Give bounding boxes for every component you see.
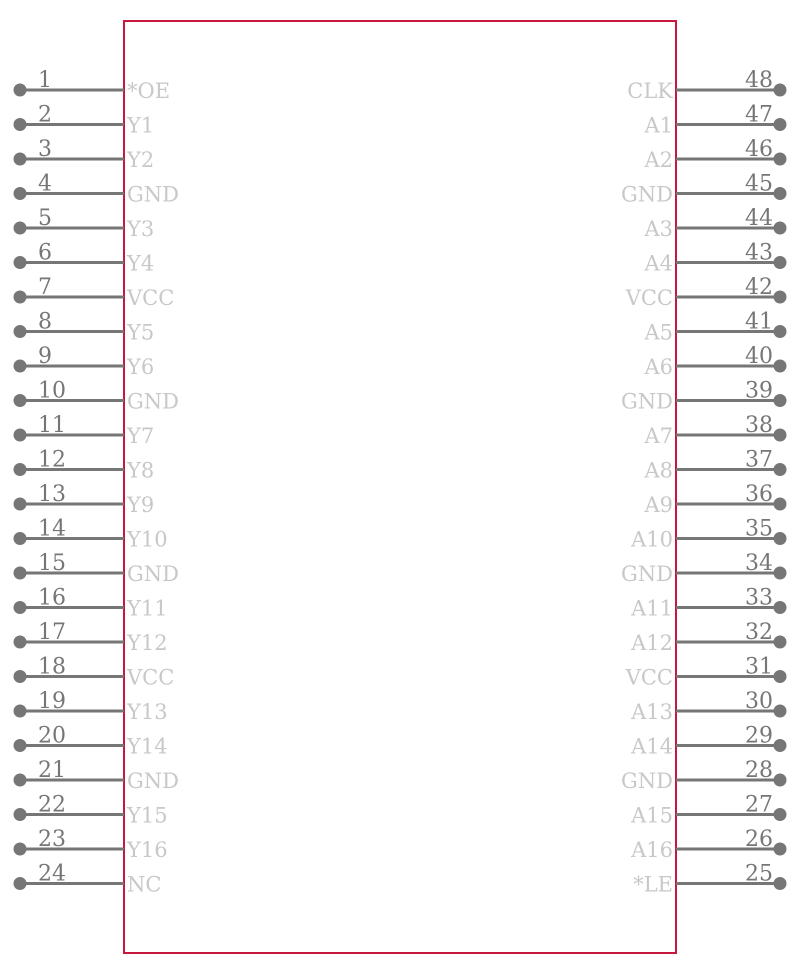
pin-number: 11 (38, 413, 66, 438)
pin-number: 40 (745, 344, 773, 369)
right-pin (625, 275, 787, 310)
right-pin (643, 448, 786, 483)
pin-number: 39 (745, 378, 773, 404)
pin-name-label: Y5 (127, 320, 155, 345)
pin-number: 18 (38, 654, 66, 680)
pin-endpoint-dot (774, 394, 787, 407)
pin-endpoint-dot (14, 394, 27, 407)
pin-endpoint-dot (14, 291, 27, 304)
pin-endpoint-dot (774, 463, 787, 476)
pin-name-label: GND (127, 389, 179, 414)
left-pin (14, 551, 180, 586)
pin-name-label: *LE (633, 872, 673, 897)
left-pin (14, 689, 168, 724)
pin-number: 3 (38, 137, 52, 162)
pin-number: 4 (38, 171, 52, 197)
pin-number: 44 (745, 206, 773, 231)
pin-number: 17 (38, 620, 66, 645)
left-pin (14, 310, 155, 345)
pin-number: 26 (745, 827, 773, 852)
pin-number: 42 (745, 275, 773, 300)
pin-number: 2 (38, 102, 52, 128)
pin-endpoint-dot (774, 774, 787, 787)
left-pin (14, 586, 168, 621)
pin-number: 31 (745, 654, 773, 680)
pin-name-label: NC (127, 872, 162, 897)
pin-number: 16 (38, 585, 66, 611)
pin-name-label: A11 (631, 596, 673, 621)
pin-name-label: Y3 (127, 217, 155, 241)
pin-endpoint-dot (14, 601, 27, 614)
pin-number: 38 (745, 413, 773, 438)
pin-number: 23 (38, 827, 66, 852)
pin-endpoint-dot (774, 532, 787, 545)
left-pin (14, 344, 155, 379)
pin-name-label: Y8 (127, 458, 155, 483)
left-pin (14, 103, 155, 138)
pin-name-label: A6 (644, 355, 673, 379)
pin-endpoint-dot (774, 118, 787, 131)
pin-endpoint-dot (774, 601, 787, 614)
right-pin (643, 137, 786, 172)
pin-name-label: A8 (644, 458, 673, 483)
pin-number: 33 (745, 585, 773, 611)
pin-number: 41 (745, 309, 773, 335)
pin-name-label: Y16 (127, 838, 168, 862)
pin-endpoint-dot (774, 84, 787, 97)
pin-number: 48 (745, 68, 773, 93)
pin-name-label: Y13 (127, 700, 168, 724)
pin-number: 35 (745, 516, 773, 542)
left-pin (14, 241, 155, 276)
pin-endpoint-dot (14, 360, 27, 373)
pin-number: 14 (38, 516, 66, 542)
right-pin (630, 793, 786, 828)
pin-endpoint-dot (774, 498, 787, 511)
pin-endpoint-dot (14, 877, 27, 890)
pin-name-label: Y11 (127, 596, 168, 621)
pin-name-label: A13 (631, 700, 673, 724)
pin-name-label: A15 (631, 803, 673, 828)
right-pin (643, 103, 786, 138)
pin-endpoint-dot (774, 325, 787, 338)
pin-number: 30 (745, 689, 773, 714)
pin-number: 37 (745, 447, 773, 473)
pin-name-label: GND (621, 562, 673, 586)
right-pin (621, 379, 787, 414)
pin-endpoint-dot (14, 670, 27, 683)
left-pin (14, 137, 155, 172)
pin-name-label: A5 (644, 320, 673, 345)
pin-endpoint-dot (774, 291, 787, 304)
pin-number: 5 (38, 206, 52, 231)
pin-name-label: VCC (625, 665, 673, 690)
pin-endpoint-dot (14, 187, 27, 200)
pin-number: 27 (745, 792, 773, 818)
left-pin (14, 448, 155, 483)
right-pin (621, 758, 787, 793)
right-pin (621, 172, 787, 207)
pin-endpoint-dot (774, 739, 787, 752)
left-pin (14, 275, 175, 310)
left-pin (14, 724, 168, 759)
pin-endpoint-dot (14, 498, 27, 511)
pin-endpoint-dot (774, 636, 787, 649)
pin-name-label: Y2 (127, 148, 155, 172)
pin-endpoint-dot (14, 463, 27, 476)
left-pin (14, 517, 168, 552)
pin-name-label: Y1 (127, 113, 155, 138)
pin-number: 13 (38, 482, 66, 507)
pin-name-label: A10 (631, 527, 673, 552)
pin-endpoint-dot (774, 705, 787, 718)
left-pin (14, 862, 162, 897)
left-pin (14, 758, 180, 793)
pin-endpoint-dot (14, 808, 27, 821)
right-pin (621, 551, 787, 586)
pin-number: 7 (38, 275, 52, 300)
pin-endpoint-dot (14, 84, 27, 97)
pin-name-label: Y15 (127, 803, 168, 828)
pin-name-label: VCC (127, 665, 175, 690)
pin-name-label: Y10 (127, 527, 168, 552)
pin-name-label: *OE (127, 79, 171, 103)
left-pin (14, 827, 168, 862)
left-pin (14, 379, 180, 414)
pin-number: 19 (38, 689, 66, 714)
right-pin (630, 517, 786, 552)
right-pin (625, 655, 787, 690)
left-pin-column (14, 68, 180, 897)
pin-name-label: A3 (644, 217, 673, 241)
pin-number: 20 (38, 723, 66, 749)
pin-endpoint-dot (774, 567, 787, 580)
right-pin (643, 344, 786, 379)
right-pin (630, 827, 786, 862)
pin-number: 47 (745, 102, 773, 128)
right-pin (627, 68, 786, 103)
pin-endpoint-dot (774, 256, 787, 269)
pin-number: 21 (38, 758, 66, 783)
pin-name-label: VCC (127, 286, 175, 310)
pin-endpoint-dot (14, 567, 27, 580)
pin-endpoint-dot (774, 843, 787, 856)
left-pin (14, 68, 171, 103)
pin-endpoint-dot (774, 808, 787, 821)
pin-number: 25 (745, 861, 773, 887)
pin-number: 32 (745, 620, 773, 645)
pin-name-label: A12 (631, 631, 673, 655)
pin-number: 45 (745, 171, 773, 197)
right-pin (630, 689, 786, 724)
pin-name-label: A2 (644, 148, 673, 172)
pin-endpoint-dot (774, 222, 787, 235)
pin-name-label: CLK (627, 79, 673, 103)
pin-endpoint-dot (14, 843, 27, 856)
pin-number: 43 (745, 240, 773, 266)
pin-name-label: GND (127, 769, 179, 793)
pin-name-label: A14 (631, 734, 673, 759)
pin-number: 29 (745, 723, 773, 749)
pin-number: 15 (38, 551, 66, 576)
pin-endpoint-dot (14, 153, 27, 166)
pin-endpoint-dot (14, 705, 27, 718)
pin-endpoint-dot (774, 877, 787, 890)
pin-name-label: A1 (644, 113, 673, 138)
pin-number: 34 (745, 551, 773, 576)
pin-name-label: VCC (625, 286, 673, 310)
right-pin (630, 586, 786, 621)
pin-number: 46 (745, 137, 773, 162)
right-pin (643, 310, 786, 345)
pin-name-label: Y4 (127, 251, 155, 276)
pin-number: 9 (38, 344, 52, 369)
pin-name-label: Y7 (127, 424, 155, 448)
left-pin (14, 413, 155, 448)
pin-endpoint-dot (14, 325, 27, 338)
pin-endpoint-dot (774, 670, 787, 683)
pin-name-label: Y12 (127, 631, 168, 655)
left-pin (14, 793, 168, 828)
pin-endpoint-dot (774, 429, 787, 442)
pin-name-label: GND (621, 182, 673, 207)
right-pin (643, 482, 786, 517)
right-pin-column (621, 68, 787, 897)
pin-name-label: Y6 (127, 355, 155, 379)
pin-name-label: A9 (644, 493, 673, 517)
pin-number: 12 (38, 447, 66, 473)
pin-name-label: GND (621, 769, 673, 793)
pin-name-label: GND (127, 562, 179, 586)
right-pin (633, 862, 786, 897)
right-pin (643, 413, 786, 448)
right-pin (643, 241, 786, 276)
pin-name-label: A7 (644, 424, 673, 448)
pin-number: 24 (38, 861, 66, 887)
right-pin (643, 206, 786, 241)
pin-number: 8 (38, 309, 52, 335)
pin-name-label: GND (127, 182, 179, 207)
pin-endpoint-dot (14, 222, 27, 235)
left-pin (14, 620, 168, 655)
left-pin (14, 172, 180, 207)
pin-name-label: A16 (631, 838, 673, 862)
pin-endpoint-dot (774, 187, 787, 200)
pin-endpoint-dot (774, 153, 787, 166)
pin-number: 10 (38, 378, 66, 404)
pin-number: 36 (745, 482, 773, 507)
left-pin (14, 482, 155, 517)
pin-number: 28 (745, 758, 773, 783)
left-pin (14, 655, 175, 690)
pin-name-label: Y14 (127, 734, 168, 759)
pin-number: 6 (38, 240, 52, 266)
pin-name-label: A4 (644, 251, 673, 276)
pin-name-label: Y9 (127, 493, 155, 517)
pin-endpoint-dot (14, 429, 27, 442)
ic-body-outline (124, 21, 676, 953)
left-pin (14, 206, 155, 241)
pin-endpoint-dot (14, 774, 27, 787)
right-pin (630, 620, 786, 655)
right-pin (630, 724, 786, 759)
pin-endpoint-dot (14, 118, 27, 131)
pin-number: 1 (38, 68, 52, 93)
pin-endpoint-dot (14, 256, 27, 269)
pin-number: 22 (38, 792, 66, 818)
pin-endpoint-dot (774, 360, 787, 373)
pin-name-label: GND (621, 389, 673, 414)
pin-endpoint-dot (14, 532, 27, 545)
pin-endpoint-dot (14, 636, 27, 649)
pin-endpoint-dot (14, 739, 27, 752)
